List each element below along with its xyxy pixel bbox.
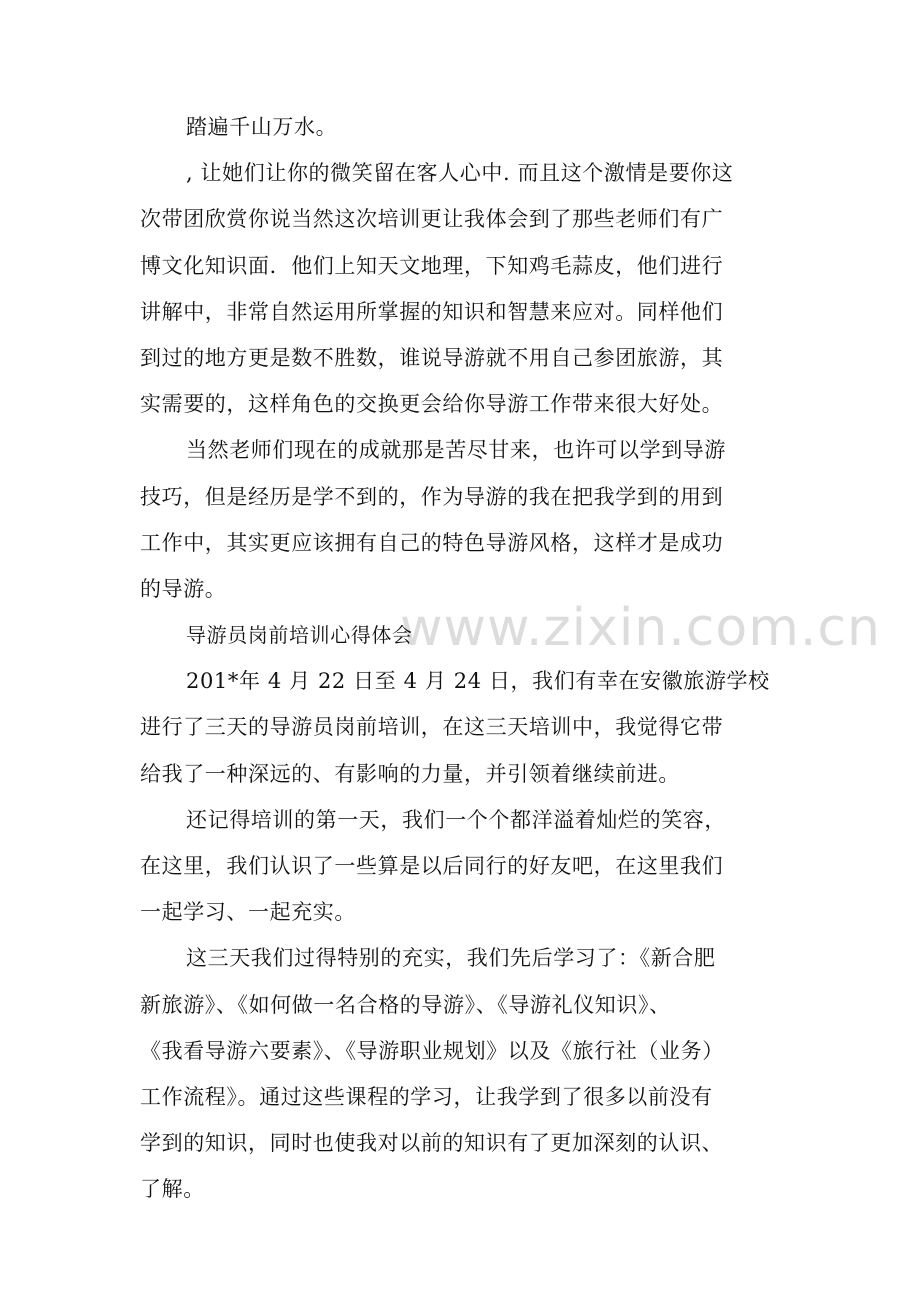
text-line: 新旅游》、《如何做一名合格的导游》、《导游礼仪知识》、 [140,992,671,1017]
section-heading: 导游员岗前培训心得体会 [186,623,413,648]
text-line: 在这里，我们认识了一些算是以后同行的好友吧，在这里我们 [140,854,724,878]
watermark: www.zixin.com.cn [400,598,881,658]
text-line: 进行了三天的导游员岗前培训，在这三天培训中，我觉得它带 [140,715,724,740]
text-line: 201*年 4 月 22 日至 4 月 24 日，我们有幸在安徽旅游学校 [186,669,770,694]
text-line: 了解。 [140,1177,205,1202]
text-line: 次带团欣赏你说当然这次培训更让我体会到了那些老师们有广 [140,207,724,232]
text-line: 讲解中，非常自然运用所掌握的知识和智慧来应对。同样他们 [140,299,724,324]
text-line: 博文化知识面．他们上知天文地理，下知鸡毛蒜皮，他们进行 [140,253,724,278]
text-line: 的导游。 [140,576,227,601]
text-line: 一起学习、一起充实。 [140,900,356,925]
text-line: 工作流程》。通过这些课程的学习，让我学到了很多以前没有 [140,1084,713,1109]
text-line: 踏遍千山万水。 [186,115,338,139]
text-line: 技巧，但是经历是学不到的，作为导游的我在把我学到的用到 [140,484,724,509]
text-line: 还记得培训的第一天，我们一个个都洋溢着灿烂的笑容， [186,807,726,832]
text-line: 给我了一种深远的、有影响的力量，并引领着继续前进。 [140,761,680,786]
text-line: 当然老师们现在的成就那是苦尽甘来，也许可以学到导游 [186,438,726,463]
text-line: 学到的知识，同时也使我对以前的知识有了更加深刻的认识、 [140,1131,724,1156]
text-line: 这三天我们过得特别的充实，我们先后学习了：《新合肥 [186,946,716,971]
body-text [140,104,784,1213]
text-line: 实需要的，这样角色的交换更会给你导游工作带来很大好处。 [140,392,724,417]
text-line: 到过的地方更是数不胜数，谁说导游就不用自己参团旅游，其 [140,345,724,370]
text-line: , 让她们让你的微笑留在客人心中. 而且这个激情是要你这 [186,161,734,186]
text-line: 《我看导游六要素》、《导游职业规划》以及《旅行社（业务） [140,1038,724,1063]
text-line: 工作中，其实更应该拥有自己的特色导游风格，这样才是成功 [140,530,724,555]
